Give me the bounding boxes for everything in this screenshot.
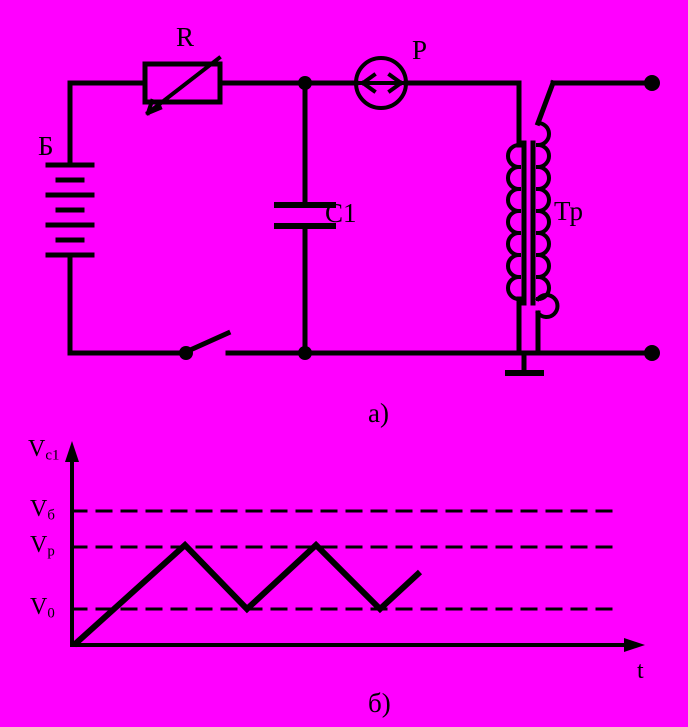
output-terminal-top [644, 75, 660, 91]
capacitor-label: C1 [325, 198, 357, 228]
plot-y-axis-arrow [65, 441, 79, 462]
level-label-V-b: V [30, 496, 48, 522]
level-sub-V-p: р [47, 543, 55, 560]
panel-a-caption: а) [368, 398, 389, 428]
plot-x-axis-arrow [624, 638, 645, 652]
level-label-V-p: V [30, 532, 48, 558]
level-sub-V-0: 0 [47, 605, 55, 622]
resistor-label: R [176, 22, 195, 52]
output-terminal-bottom [644, 345, 660, 361]
panel-b-caption: б) [368, 688, 391, 718]
resistor-body [145, 64, 220, 102]
plot-x-axis-label: t [637, 658, 644, 684]
level-sub-V-b: б [47, 507, 55, 524]
spark-gap-label: P [412, 35, 428, 65]
capacitor-voltage-curve [74, 545, 420, 645]
level-label-V-0: V [30, 594, 48, 620]
plot-y-axis-label-sub: c1 [45, 447, 60, 464]
battery-label: Б [38, 131, 54, 161]
plot-y-axis-label: V [28, 436, 46, 462]
transformer-label: Тр [554, 196, 583, 226]
wire-secondary-top-lead [538, 83, 553, 123]
transformer-primary-coil [508, 145, 519, 299]
switch-blade [188, 333, 228, 351]
